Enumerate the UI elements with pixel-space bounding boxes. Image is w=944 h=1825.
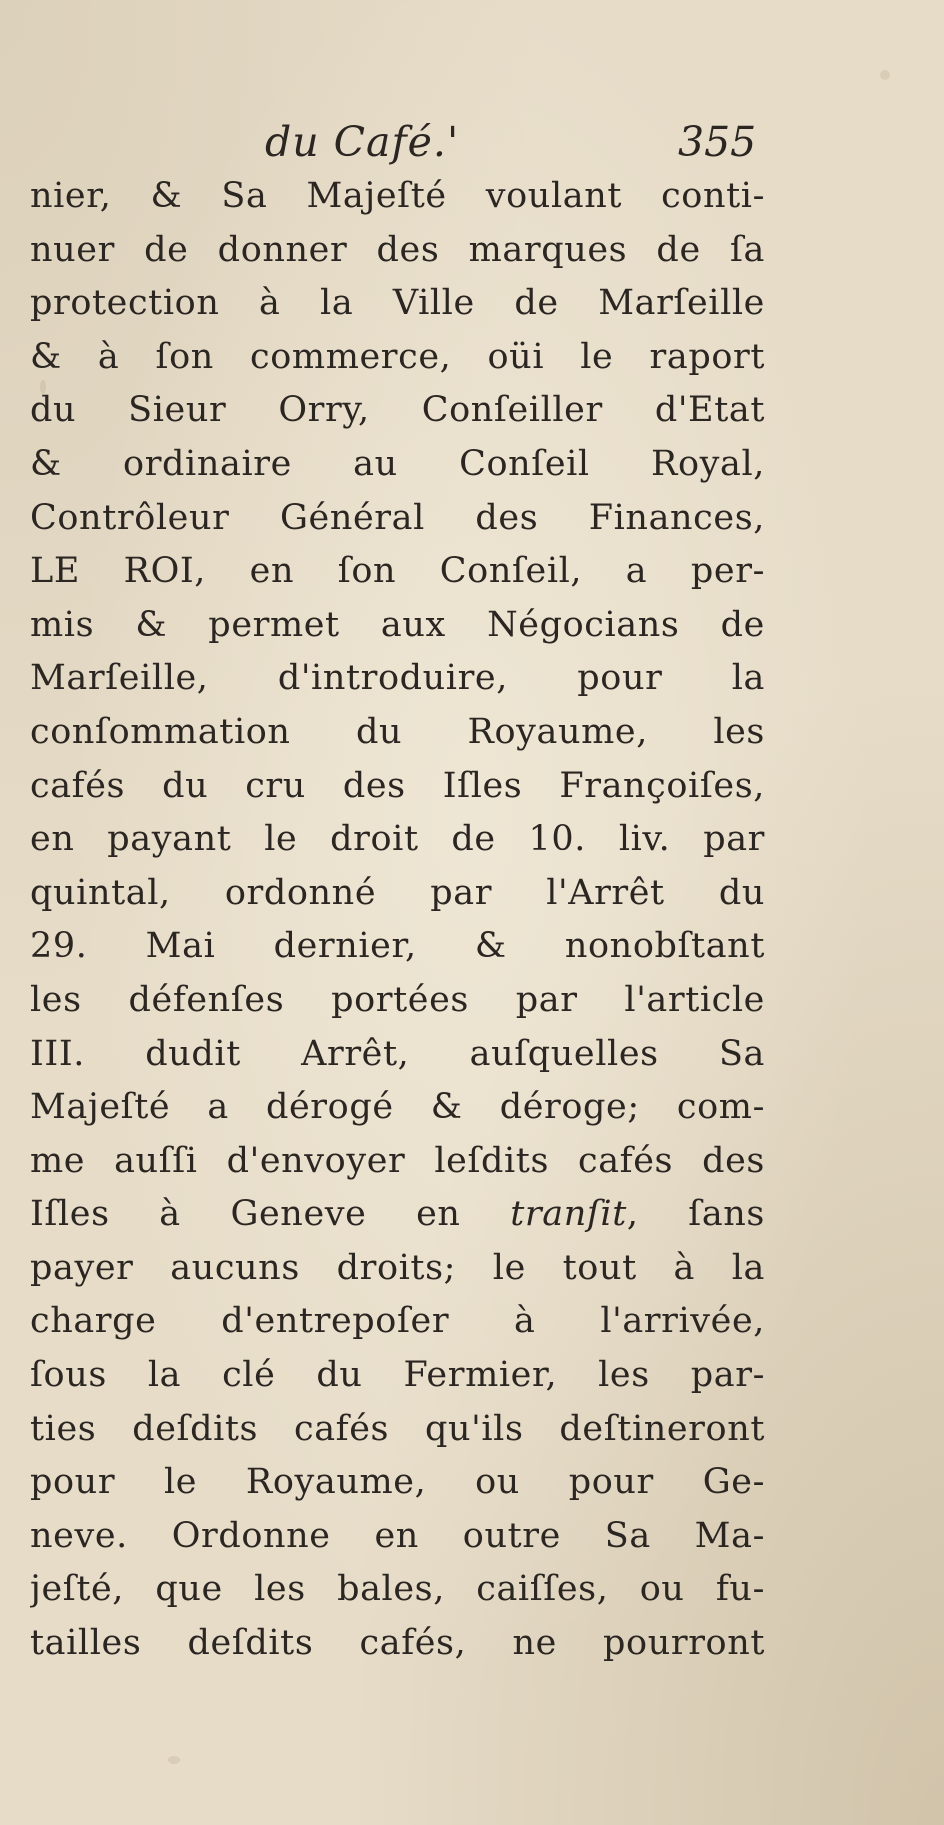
text-line-with-italic	[30, 1188, 765, 1242]
text-line: quintal, ordonné par l'Arrêt du	[30, 872, 765, 913]
text-line: 29. Mai dernier, & nonobſtant	[30, 926, 765, 967]
text-segment: , ſans	[626, 1194, 765, 1235]
text-line: payer aucuns droits; le tout à la	[30, 1247, 765, 1288]
text-line: tailles deſdits cafés, ne pourront	[30, 1623, 765, 1664]
text-line: les défenſes portées par l'article	[30, 979, 765, 1020]
page-number: 355	[678, 118, 757, 166]
text-line: Contrôleur Général des Finances,	[30, 497, 765, 538]
text-line: LE ROI, en ſon Conſeil, a per-	[30, 551, 765, 592]
text-line: & ordinaire au Conſeil Royal,	[30, 443, 765, 484]
text-line: cafés du cru des Iſles Françoiſes,	[30, 765, 765, 806]
text-line: jeſté, que les bales, caiſſes, ou fu-	[30, 1569, 765, 1610]
text-line: Majeſté a dérogé & déroge; com-	[30, 1087, 765, 1128]
page-header	[0, 118, 944, 178]
running-title: du Café.'	[265, 118, 460, 166]
text-line: III. dudit Arrêt, auſquelles Sa	[30, 1033, 765, 1074]
text-line: ſous la clé du Fermier, les par-	[30, 1355, 765, 1396]
text-line: du Sieur Orry, Conſeiller d'Etat	[30, 390, 765, 431]
paper-stain	[880, 70, 890, 80]
text-line: mis & permet aux Négocians de	[30, 604, 765, 645]
text-line: charge d'entrepoſer à l'arrivée,	[30, 1301, 765, 1342]
text-line: en payant le droit de 10. liv. par	[30, 819, 765, 860]
text-line: protection à la Ville de Marſeille	[30, 283, 765, 324]
text-segment: Iſles à Geneve en	[30, 1194, 461, 1235]
text-line: conſommation du Royaume, les	[30, 711, 765, 752]
text-line: nier, & Sa Majeſté voulant conti-	[30, 176, 765, 216]
body-text	[30, 170, 765, 1671]
text-line: me auſſi d'envoyer leſdits cafés des	[30, 1140, 765, 1181]
text-line: Marſeille, d'introduire, pour la	[30, 658, 765, 699]
text-line: pour le Royaume, ou pour Ge-	[30, 1462, 765, 1503]
text-line: nuer de donner des marques de ſa	[30, 229, 765, 270]
text-line: ties deſdits cafés qu'ils deſtineront	[30, 1408, 765, 1449]
text-line: neve. Ordonne en outre Sa Ma-	[30, 1515, 765, 1556]
paper-stain	[168, 1756, 180, 1764]
italic-word: tranſit	[510, 1194, 627, 1235]
text-line: & à ſon commerce, oüi le raport	[30, 336, 765, 377]
